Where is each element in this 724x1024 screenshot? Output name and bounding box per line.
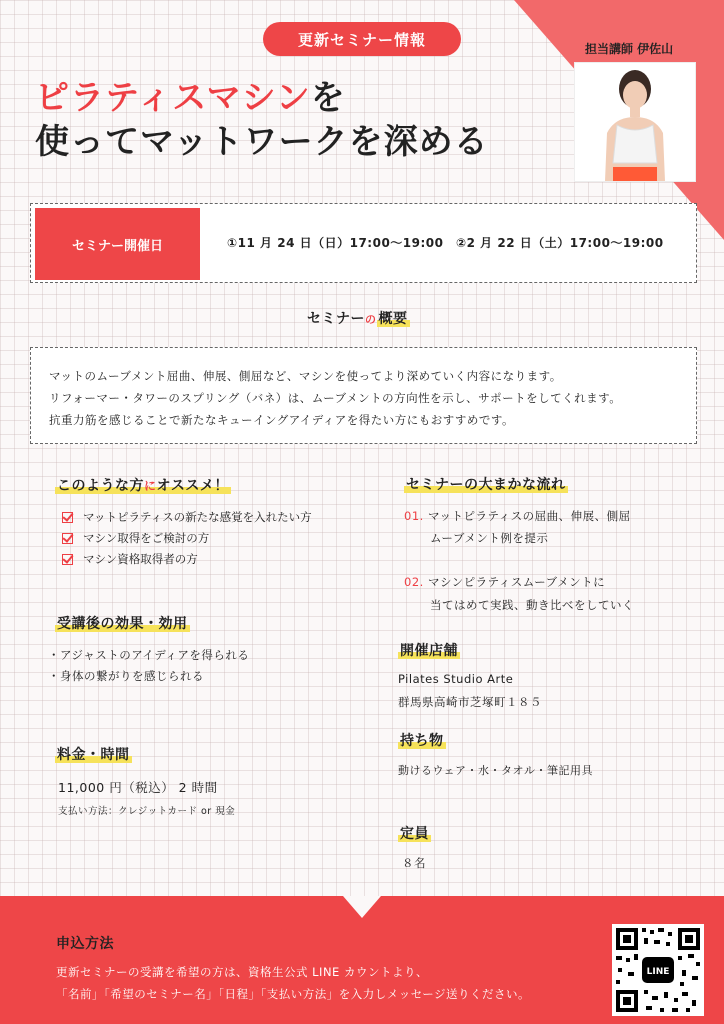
update-seminar-badge: 更新セミナー情報	[263, 22, 461, 56]
effects-item: ・身体の繋がりを感じられる	[48, 669, 204, 683]
qr-line-label: LINE	[646, 967, 670, 977]
venue-address: 群馬県高崎市芝塚町１８５	[398, 695, 542, 709]
flow-step-1: 01. マットピラティスの屈曲、伸展、側屈	[404, 509, 631, 523]
payment-method: 支払い方法：クレジットカード or 現金	[58, 806, 236, 817]
recommend-heading-a: このような方	[57, 478, 144, 494]
overview-heading-b: の	[365, 313, 377, 326]
overview-heading-c: 概要	[378, 311, 408, 327]
checkbox-icon	[62, 533, 73, 544]
overview-line: 抗重力筋を感じることで新たなキューイングアイディアを得たい方にもおすすめです。	[49, 413, 515, 427]
seminar-dates-box	[30, 203, 697, 283]
overview-box	[30, 347, 697, 444]
title-line2: 使ってマットワークを深める	[35, 122, 489, 162]
flow-step-2: 02. マシンピラティスムーブメントに	[404, 575, 606, 589]
flow-step-2-detail: 当てはめて実践、動き比べをしていく	[430, 598, 634, 612]
instructor-label: 担当講師 伊佐山	[585, 42, 674, 56]
belongings-text: 動けるウェア・水・タオル・筆記用具	[398, 764, 594, 777]
instructor-photo	[574, 62, 696, 182]
overview-line: マットのムーブメント屈曲、伸展、側屈など、マシンを使ってより深めていく内容になります。	[49, 369, 562, 383]
capacity-heading: 定員	[400, 826, 429, 842]
flow-heading: セミナーの大まかな流れ	[406, 477, 566, 493]
capacity-text: ８名	[402, 856, 426, 870]
fee-heading: 料金・時間	[57, 747, 130, 763]
fee-price: 11,000 円（税込） 2 時間	[58, 780, 218, 795]
recommend-heading	[55, 475, 231, 495]
effects-heading: 受講後の効果・効用	[57, 616, 188, 632]
overview-heading-a: セミナー	[307, 311, 365, 327]
venue-name: Pilates Studio Arte	[398, 672, 514, 686]
checkbox-icon	[62, 512, 73, 523]
title-line1-rest: を	[310, 78, 346, 118]
apply-line: 「名前」「希望のセミナー名」「日程」「支払い方法」を入力しメッセージ送りください。	[56, 987, 531, 1001]
recommend-item: マットピラティスの新たな感覚を入れたい方	[62, 509, 312, 525]
venue-heading: 開催店舗	[400, 643, 458, 659]
seminar-dates-text: ①11 月 24 日（日）17:00〜19:00 ②2 月 22 日（土）17:00〜19:00	[227, 236, 664, 250]
flow-step-1-detail: ムーブメント例を提示	[430, 531, 549, 545]
checkbox-icon	[62, 554, 73, 565]
apply-heading: 申込方法	[56, 936, 114, 952]
seminar-dates-label: セミナー開催日	[35, 208, 200, 280]
line-qr-code[interactable]	[612, 924, 704, 1016]
title-highlight: ピラティスマシン	[35, 78, 311, 118]
footer-notch	[343, 896, 381, 918]
effects-item: ・アジャストのアイディアを得られる	[48, 648, 250, 662]
recommend-heading-b: に	[144, 479, 157, 493]
overview-line: リフォーマー・タワーのスプリング（バネ）は、ムーブメントの方向性を示し、サポートをしてくれます。	[49, 391, 622, 405]
belongings-heading: 持ち物	[400, 733, 444, 749]
overview-heading	[307, 308, 410, 328]
recommend-item: マシン資格取得者の方	[62, 551, 198, 567]
apply-line: 更新セミナーの受講を希望の方は、資格生公式 LINE カウントより、	[56, 965, 428, 979]
recommend-item: マシン取得をご検討の方	[62, 530, 209, 546]
page-title	[35, 76, 489, 164]
recommend-heading-c: オススメ！	[156, 478, 229, 494]
